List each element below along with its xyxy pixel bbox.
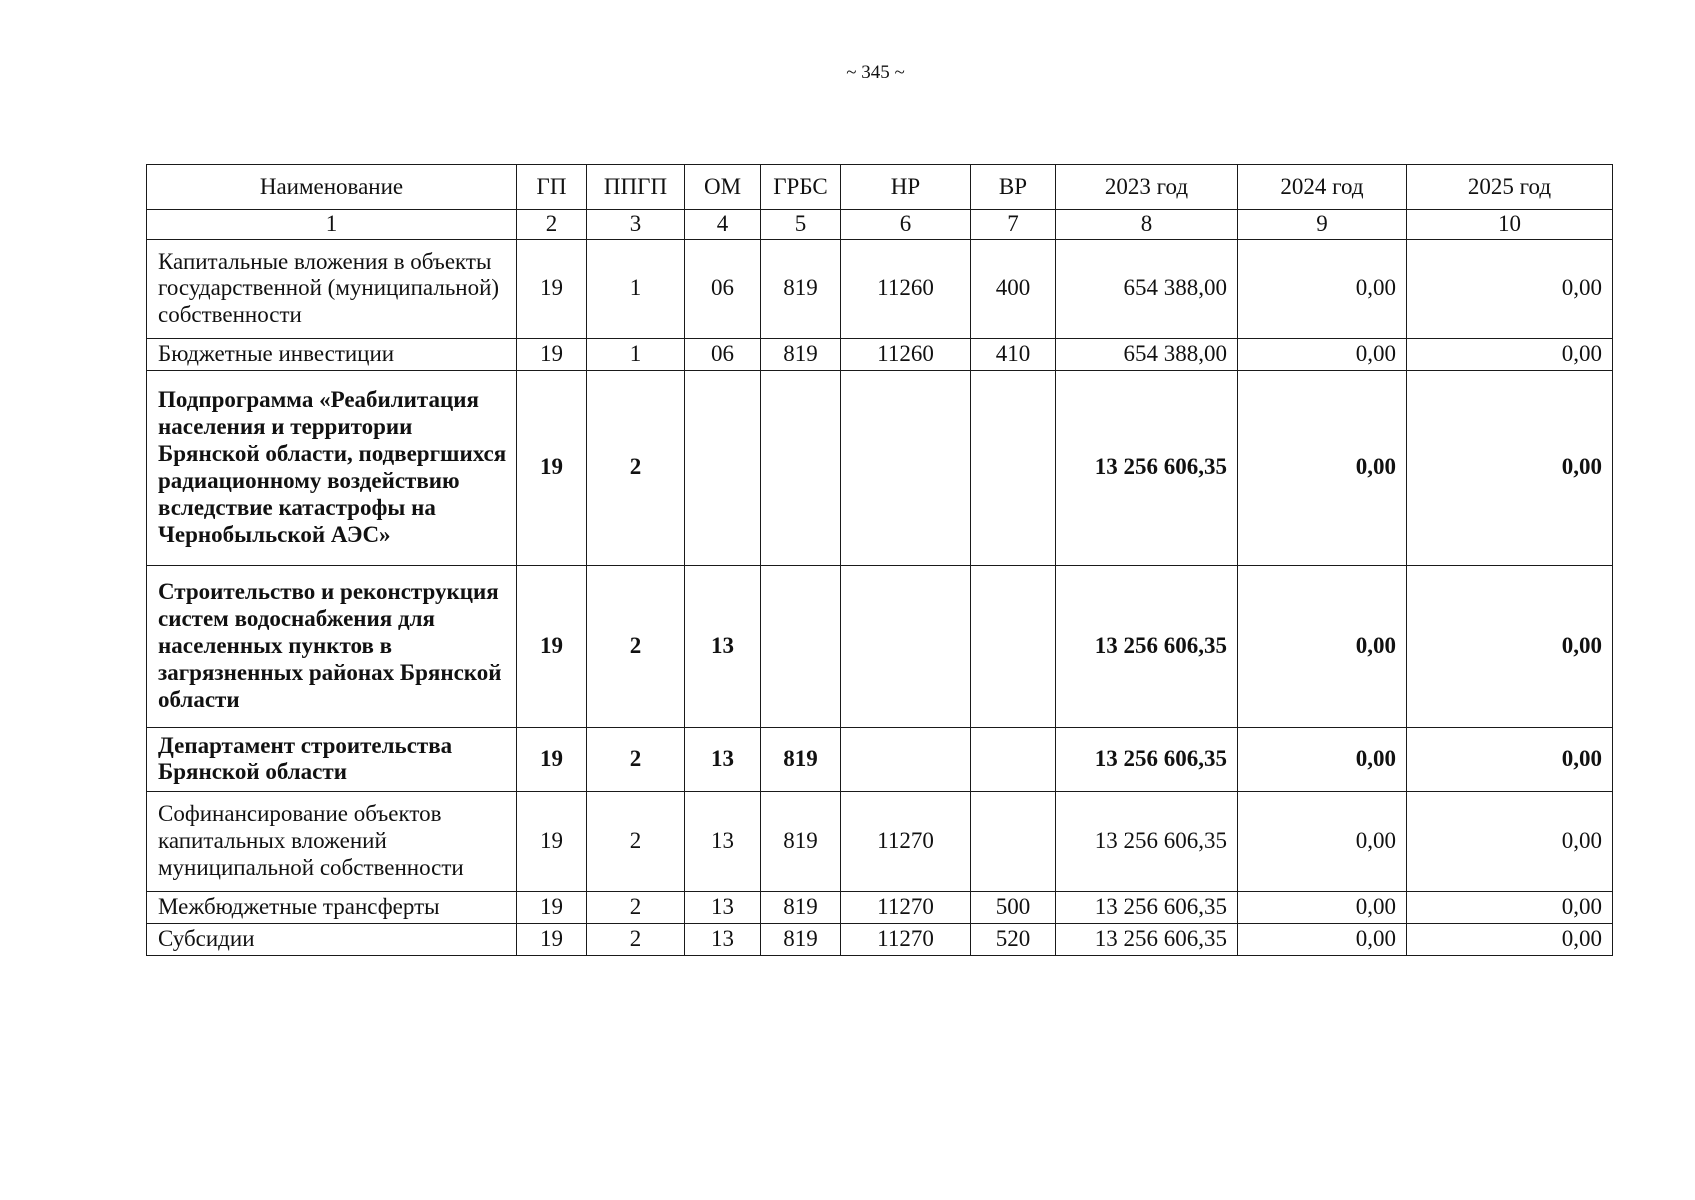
column-header-nr: НР	[841, 165, 971, 210]
amount-2024: 0,00	[1238, 565, 1407, 727]
nr-cell: 11270	[841, 791, 971, 891]
vr-cell: 410	[971, 338, 1056, 370]
ppgp-cell: 2	[587, 370, 685, 565]
column-number: 8	[1056, 210, 1238, 240]
table-row	[147, 239, 1613, 338]
amount-2024: 0,00	[1238, 891, 1407, 923]
amount-2024: 0,00	[1238, 791, 1407, 891]
amount-2025: 0,00	[1407, 565, 1613, 727]
amount-2023: 13 256 606,35	[1056, 370, 1238, 565]
amount-2025: 0,00	[1407, 891, 1613, 923]
vr-cell	[971, 370, 1056, 565]
amount-2025: 0,00	[1407, 338, 1613, 370]
om-cell: 13	[685, 791, 761, 891]
nr-cell: 11270	[841, 891, 971, 923]
amount-2024: 0,00	[1238, 727, 1407, 791]
nr-cell	[841, 727, 971, 791]
nr-cell: 11260	[841, 239, 971, 338]
page-number: ~ 345 ~	[846, 62, 905, 83]
amount-2023: 654 388,00	[1056, 338, 1238, 370]
column-header-gp: ГП	[517, 165, 587, 210]
column-number: 4	[685, 210, 761, 240]
row-name: Бюджетные инвестиции	[147, 338, 517, 370]
ppgp-cell: 2	[587, 923, 685, 955]
amount-2025: 0,00	[1407, 370, 1613, 565]
nr-cell	[841, 565, 971, 727]
table-row	[147, 370, 1613, 565]
row-name: Капитальные вложения в объекты государственной (муниципальной) собственности	[147, 239, 517, 338]
column-number: 3	[587, 210, 685, 240]
ppgp-cell: 1	[587, 239, 685, 338]
amount-2023: 13 256 606,35	[1056, 565, 1238, 727]
column-header-2024: 2024 год	[1238, 165, 1407, 210]
table-row	[147, 891, 1613, 923]
gp-cell: 19	[517, 891, 587, 923]
amount-2025: 0,00	[1407, 727, 1613, 791]
grbs-cell: 819	[761, 239, 841, 338]
om-cell	[685, 370, 761, 565]
amount-2023: 13 256 606,35	[1056, 923, 1238, 955]
ppgp-cell: 1	[587, 338, 685, 370]
column-header-vr: ВР	[971, 165, 1056, 210]
amount-2025: 0,00	[1407, 239, 1613, 338]
row-name: Субсидии	[147, 923, 517, 955]
om-cell: 13	[685, 891, 761, 923]
column-number: 7	[971, 210, 1056, 240]
column-number-row	[147, 210, 1613, 240]
gp-cell: 19	[517, 565, 587, 727]
column-header-name: Наименование	[147, 165, 517, 210]
amount-2024: 0,00	[1238, 338, 1407, 370]
ppgp-cell: 2	[587, 565, 685, 727]
om-cell: 13	[685, 565, 761, 727]
grbs-cell: 819	[761, 923, 841, 955]
vr-cell	[971, 565, 1056, 727]
header-row	[147, 165, 1613, 210]
row-name: Подпрограмма «Реабилитация населения и территории Брянской области, подвергшихся радиационному воздействию вследствие катастрофы на Чернобыльской АЭС»	[147, 370, 517, 565]
column-header-2023: 2023 год	[1056, 165, 1238, 210]
row-name: Департамент строительства Брянской области	[147, 727, 517, 791]
ppgp-cell: 2	[587, 727, 685, 791]
gp-cell: 19	[517, 727, 587, 791]
grbs-cell	[761, 565, 841, 727]
gp-cell: 19	[517, 370, 587, 565]
column-header-om: ОМ	[685, 165, 761, 210]
row-name: Межбюджетные трансферты	[147, 891, 517, 923]
amount-2023: 13 256 606,35	[1056, 891, 1238, 923]
ppgp-cell: 2	[587, 891, 685, 923]
vr-cell	[971, 791, 1056, 891]
amount-2025: 0,00	[1407, 923, 1613, 955]
vr-cell: 520	[971, 923, 1056, 955]
gp-cell: 19	[517, 791, 587, 891]
column-header-grbs: ГРБС	[761, 165, 841, 210]
grbs-cell: 819	[761, 338, 841, 370]
nr-cell: 11270	[841, 923, 971, 955]
table-row	[147, 338, 1613, 370]
nr-cell: 11260	[841, 338, 971, 370]
budget-table	[146, 164, 1613, 956]
row-name: Строительство и реконструкция систем водоснабжения для населенных пунктов в загрязненных районах Брянской области	[147, 565, 517, 727]
column-number: 10	[1407, 210, 1613, 240]
table-row	[147, 791, 1613, 891]
column-number: 2	[517, 210, 587, 240]
amount-2024: 0,00	[1238, 370, 1407, 565]
column-header-2025: 2025 год	[1407, 165, 1613, 210]
column-number: 5	[761, 210, 841, 240]
row-name: Софинансирование объектов капитальных вложений муниципальной собственности	[147, 791, 517, 891]
amount-2024: 0,00	[1238, 239, 1407, 338]
column-header-ppgp: ППГП	[587, 165, 685, 210]
amount-2024: 0,00	[1238, 923, 1407, 955]
column-number: 6	[841, 210, 971, 240]
ppgp-cell: 2	[587, 791, 685, 891]
vr-cell	[971, 727, 1056, 791]
amount-2025: 0,00	[1407, 791, 1613, 891]
table-row	[147, 923, 1613, 955]
column-number: 1	[147, 210, 517, 240]
grbs-cell: 819	[761, 791, 841, 891]
grbs-cell: 819	[761, 727, 841, 791]
grbs-cell	[761, 370, 841, 565]
grbs-cell: 819	[761, 891, 841, 923]
amount-2023: 13 256 606,35	[1056, 791, 1238, 891]
gp-cell: 19	[517, 239, 587, 338]
amount-2023: 13 256 606,35	[1056, 727, 1238, 791]
table-row	[147, 565, 1613, 727]
amount-2023: 654 388,00	[1056, 239, 1238, 338]
gp-cell: 19	[517, 923, 587, 955]
om-cell: 13	[685, 923, 761, 955]
om-cell: 13	[685, 727, 761, 791]
gp-cell: 19	[517, 338, 587, 370]
table-row	[147, 727, 1613, 791]
vr-cell: 400	[971, 239, 1056, 338]
om-cell: 06	[685, 338, 761, 370]
nr-cell	[841, 370, 971, 565]
column-number: 9	[1238, 210, 1407, 240]
om-cell: 06	[685, 239, 761, 338]
vr-cell: 500	[971, 891, 1056, 923]
